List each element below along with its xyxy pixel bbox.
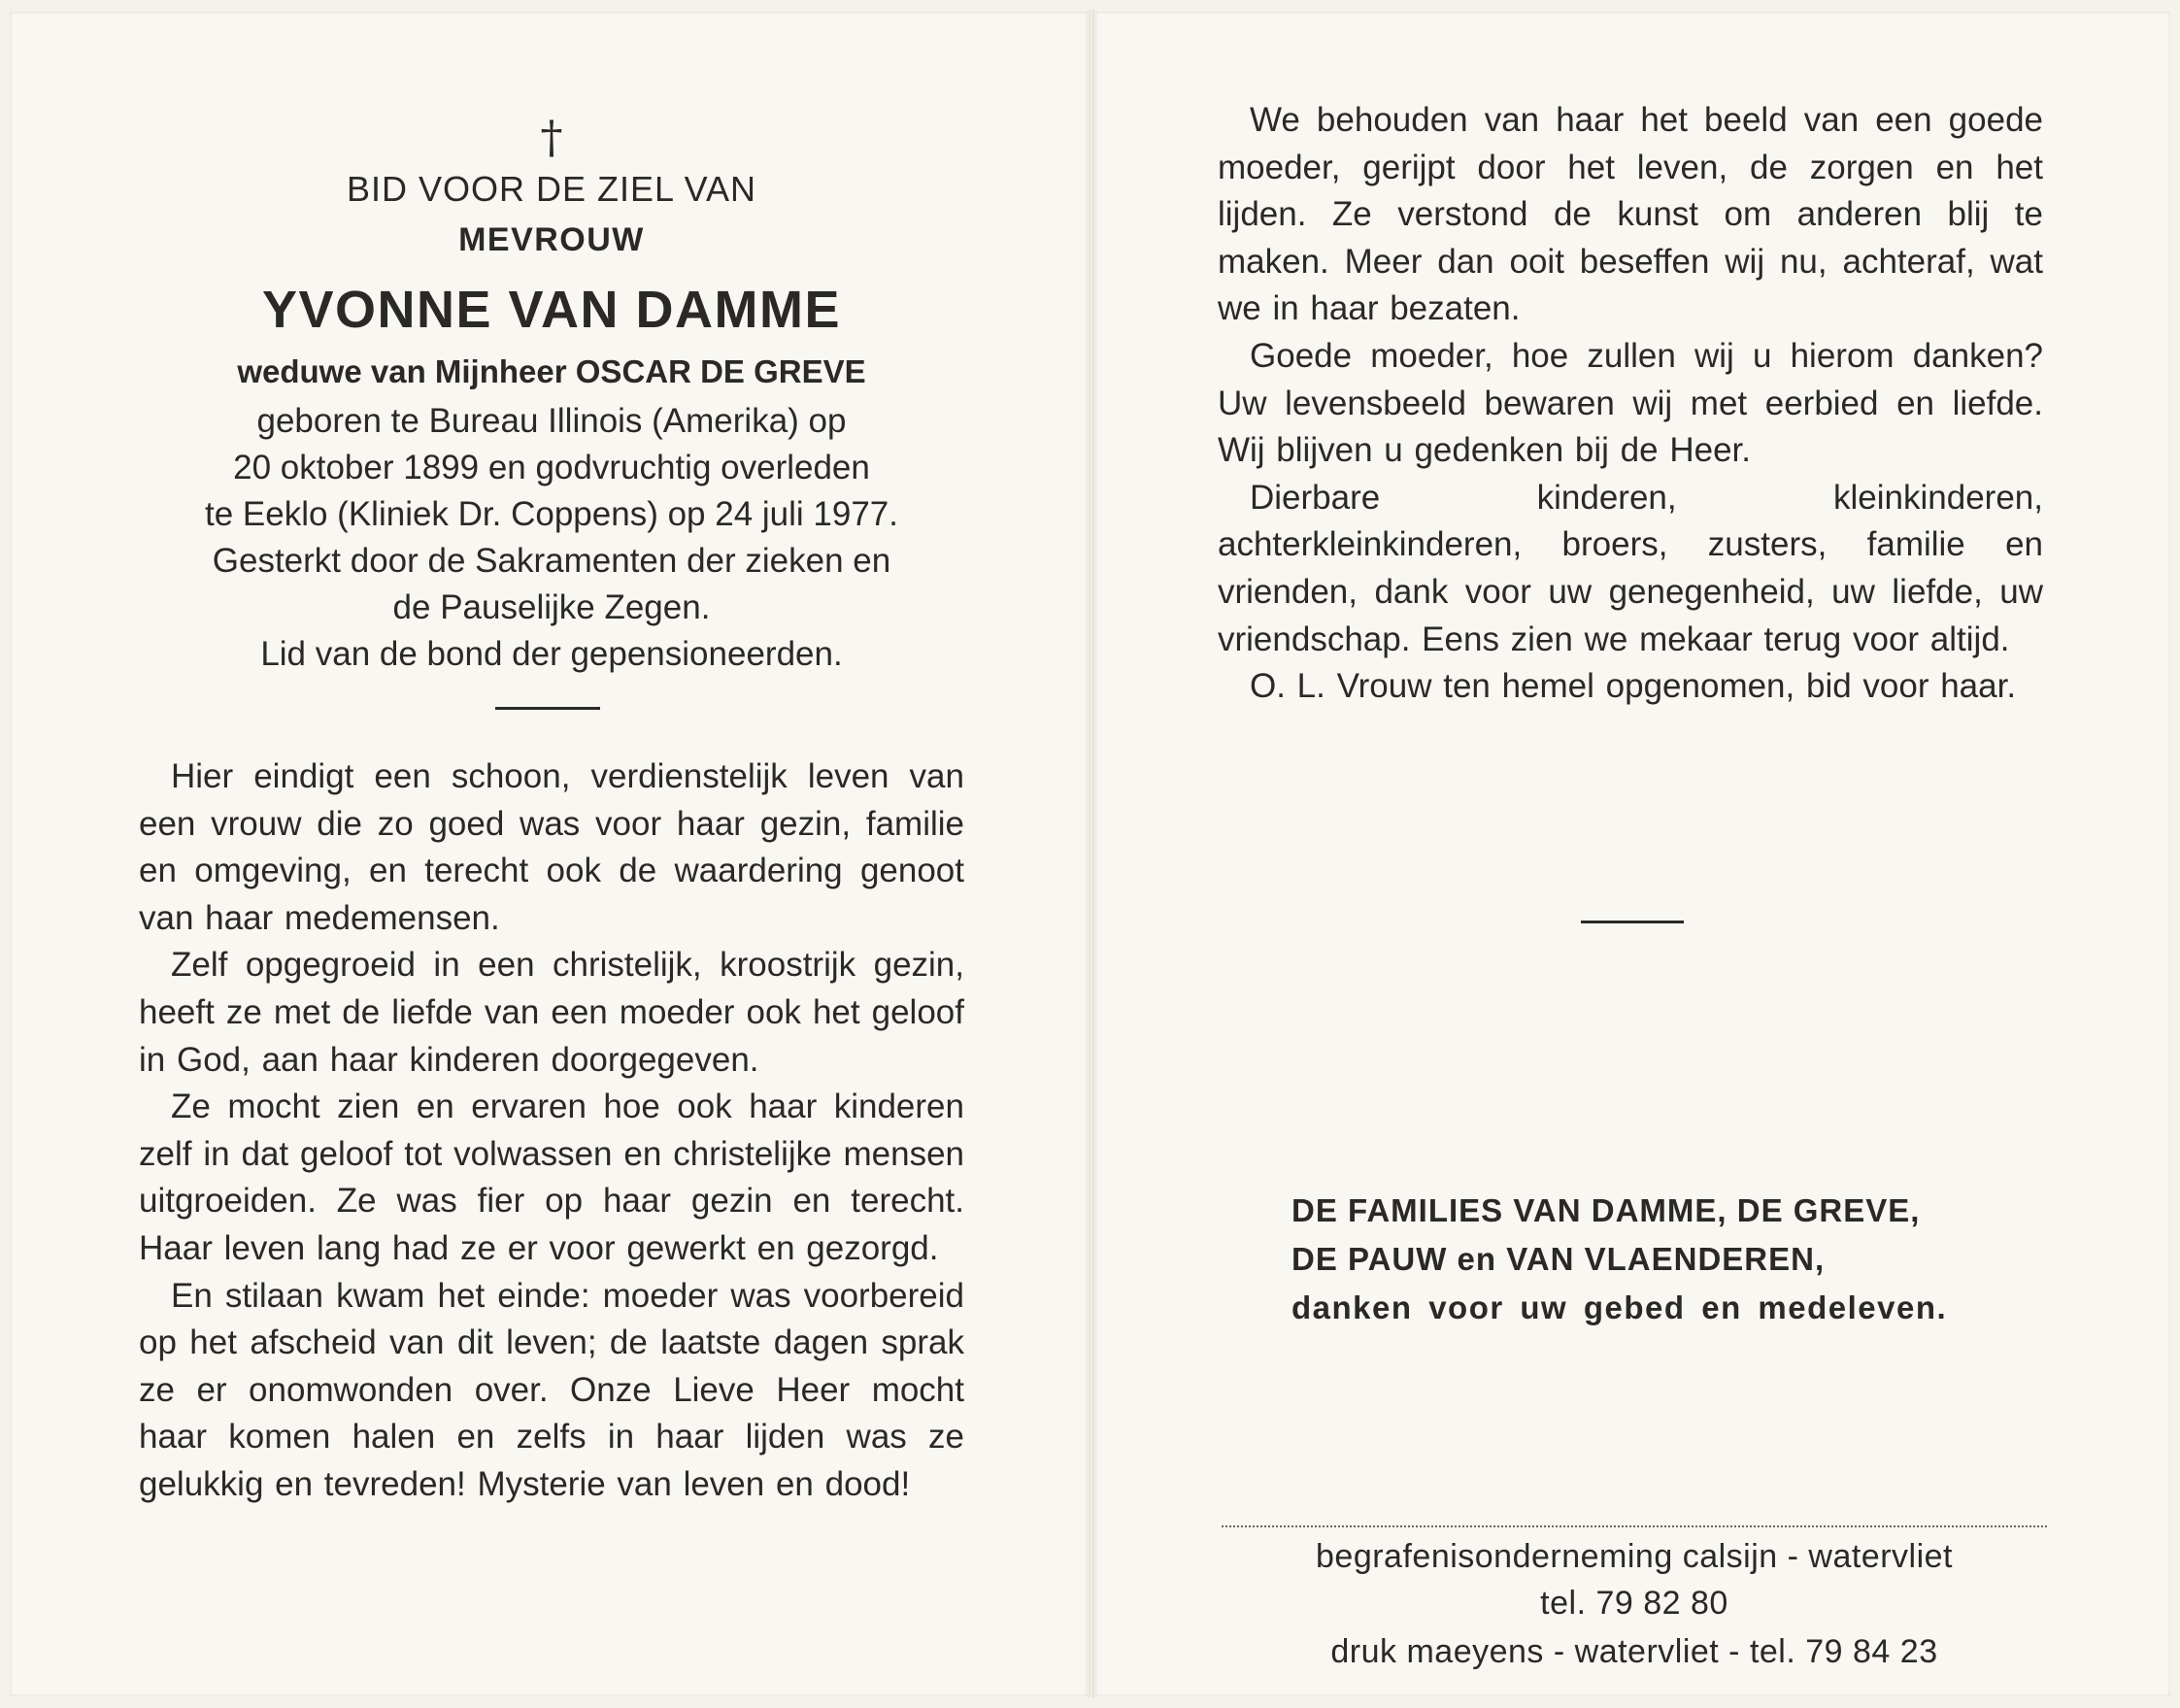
title-mevrouw: MEVROUW: [458, 221, 645, 258]
bio-line: te Eeklo (Kliniek Dr. Coppens) op 24 juli 1977.: [204, 495, 898, 533]
paragraph: We behouden van haar het beeld van een goede moeder, gerijpt door het leven, de zorgen en het lijden. Ze verstond de kunst om anderen blij te maken. Meer dan ooit beseffen wij nu, achteraf, wat we in haar bezaten.: [1218, 101, 2043, 328]
paragraph: Ze mocht zien en ervaren hoe ook haar kinderen zelf in dat geloof tot volwassen en christelijke mensen uitgroeiden. Ze was fier op haar gezin en terecht. Haar leven lang had ze er voor gewerkt en gezorgd.: [139, 1088, 964, 1267]
divider: [1581, 921, 1684, 923]
family-thanks: [1291, 1187, 1947, 1332]
bio-line: 20 oktober 1899 en godvruchtig overleden: [233, 449, 870, 486]
biography: [139, 398, 964, 678]
thanks-line: danken voor uw gebed en medeleven.: [1291, 1289, 1948, 1325]
bio-line: Gesterkt door de Sakramenten der zieken en: [212, 542, 891, 580]
bio-line: Lid van de bond der gepensioneerden.: [260, 635, 843, 673]
paragraph: Dierbare kinderen, kleinkinderen, achterkleinkinderen, broers, zusters, familie en vrienden, dank voor uw genegenheid, uw liefde, uw vriendschap. Eens zien we mekaar terug voor altijd.: [1218, 478, 2043, 658]
right-text: [1218, 97, 2043, 711]
bio-line: de Pauselijke Zegen.: [392, 588, 711, 626]
printer-info: druk maeyens - watervliet - tel. 79 84 23: [1330, 1633, 1938, 1670]
deceased-name: YVONNE VAN DAMME: [261, 281, 842, 339]
paragraph: O. L. Vrouw ten hemel opgenomen, bid voor haar.: [1250, 667, 2017, 706]
prayer-heading: BID VOOR DE ZIEL VAN: [346, 169, 757, 209]
paragraph: En stilaan kwam het einde: moeder was voorbereid op het afscheid van dit leven; de laatste dagen sprak ze er onomwonden over. Onze Lieve Heer mocht haar komen halen en zelfs in haar lijden was ze gelukkig en tevreden! Mysterie van leven en dood!: [139, 1276, 964, 1503]
paragraph: Zelf opgegroeid in een christelijk, kroostrijk gezin, heeft ze met de liefde van een moeder ook het geloof in God, aan haar kinderen doorgegeven.: [139, 946, 964, 1079]
funeral-home: begrafenisonderneming calsijn - watervliet: [1316, 1538, 1953, 1575]
cross-icon: †: [540, 111, 563, 163]
divider: [495, 707, 600, 710]
bio-line: geboren te Bureau Illinois (Amerika) op: [256, 402, 847, 440]
funeral-phone: tel. 79 82 80: [1540, 1585, 1728, 1622]
card-fold: [1089, 10, 1094, 1698]
paragraph: Hier eindigt een schoon, verdienstelijk leven van een vrouw die zo goed was voor haar gezin, familie en omgeving, en terecht ook de waardering genoot van haar medemensen.: [139, 757, 964, 937]
dotted-separator: [1222, 1525, 2047, 1527]
left-text: [139, 754, 964, 1509]
paragraph: Goede moeder, hoe zullen wij u hierom danken? Uw levensbeeld bewaren wij met eerbied en liefde. Wij blijven u gedenken bij de Heer.: [1218, 336, 2043, 470]
widow-line: weduwe van Mijnheer OSCAR DE GREVE: [237, 353, 866, 389]
families-line: DE PAUW en VAN VLAENDEREN,: [1291, 1241, 1826, 1277]
families-line: DE FAMILIES VAN DAMME, DE GREVE,: [1291, 1192, 1921, 1228]
